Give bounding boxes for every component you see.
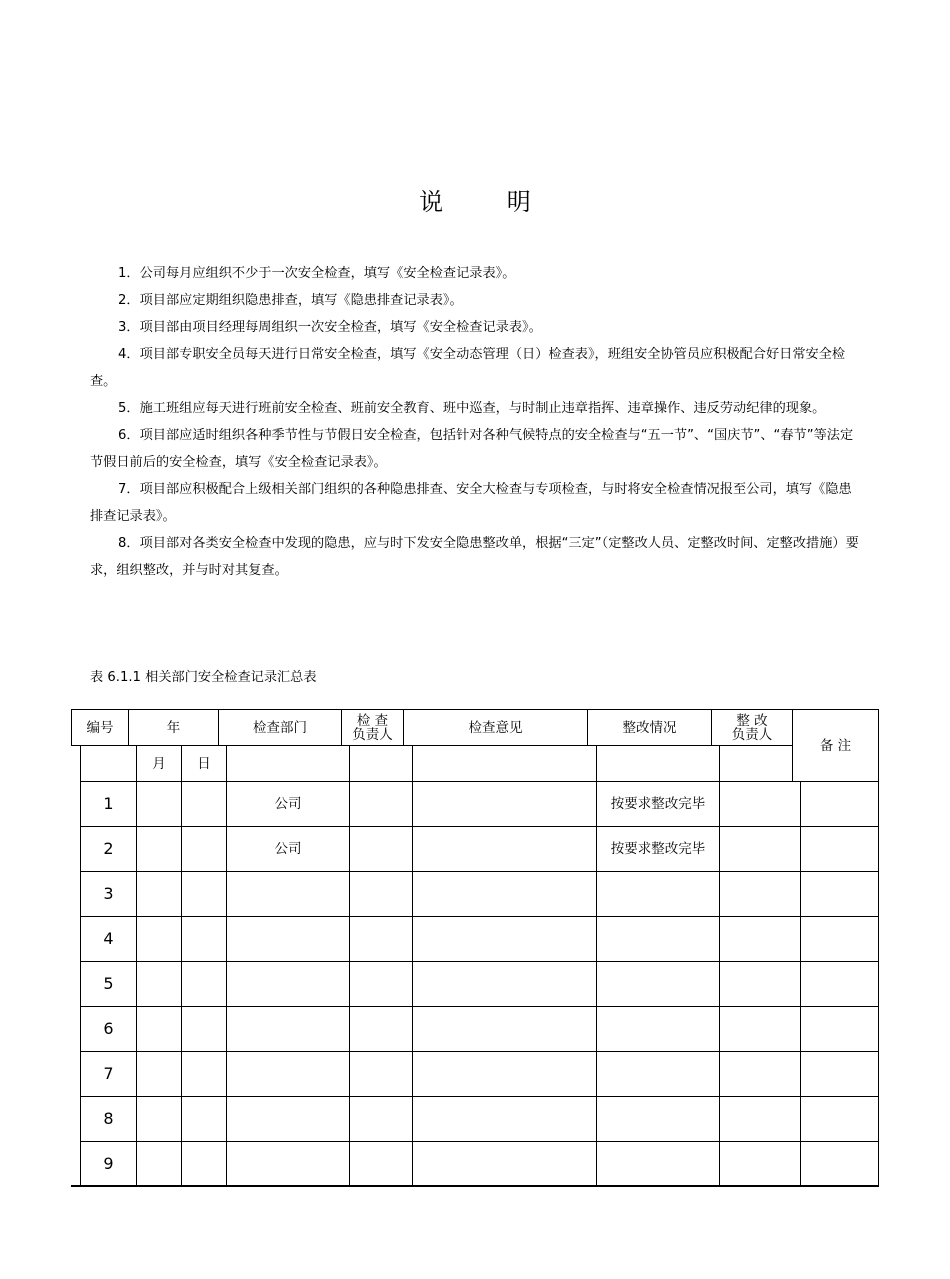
row-number: 4 — [80, 916, 137, 962]
row-number: 9 — [80, 1141, 137, 1187]
table-cell — [181, 826, 227, 872]
table-cell — [136, 1006, 182, 1052]
header-remark: 备 注 — [792, 709, 879, 782]
table-cell — [226, 1096, 350, 1142]
table-cell — [596, 1006, 720, 1052]
table-cell — [719, 961, 801, 1007]
table-cell — [800, 1096, 879, 1142]
table-cell — [136, 1141, 182, 1187]
table-cell — [800, 871, 879, 917]
table-cell — [596, 871, 720, 917]
table-cell — [719, 1096, 801, 1142]
row-number: 5 — [80, 961, 137, 1007]
table-cell — [136, 871, 182, 917]
subheader-cell — [80, 745, 137, 782]
table-cell — [136, 916, 182, 962]
table-cell — [349, 916, 413, 962]
table-cell — [719, 916, 801, 962]
header-status: 整改情况 — [587, 709, 712, 746]
table-cell — [596, 1051, 720, 1097]
table-cell — [136, 961, 182, 1007]
table-cell — [349, 1141, 413, 1187]
table-cell — [136, 1096, 182, 1142]
table-cell — [181, 781, 227, 827]
table-cell — [719, 871, 801, 917]
header-day: 日 — [181, 745, 227, 782]
table-cell — [800, 1051, 879, 1097]
table-cell: 按要求整改完毕 — [596, 826, 720, 872]
note-item: 8．项目部对各类安全检查中发现的隐患，应与时下发安全隐患整改单，根据“三定”（定整改人员、定整改时间、定整改措施）要求，组织整改，并与时对其复查。 — [90, 536, 859, 578]
table-cell — [412, 1051, 597, 1097]
table-cell — [800, 1141, 879, 1187]
table-cell — [226, 871, 350, 917]
note-item: 5．施工班组应每天进行班前安全检查、班前安全教育、班中巡查，与时制止违章指挥、违章操作、违反劳动纪律的现象。 — [118, 401, 826, 416]
header-opinion: 检查意见 — [403, 709, 588, 746]
table-cell — [719, 826, 801, 872]
table-cell — [412, 826, 597, 872]
header-month: 月 — [136, 745, 182, 782]
table-cell — [412, 871, 597, 917]
table-cell — [226, 1051, 350, 1097]
subheader-cell — [719, 745, 793, 782]
header-person: 检 查 负责人 — [341, 709, 404, 746]
subheader-cell — [349, 745, 413, 782]
note-item: 3．项目部由项目经理每周组织一次安全检查，填写《安全检查记录表》。 — [118, 320, 542, 335]
table-cell — [181, 1051, 227, 1097]
table-cell — [226, 1006, 350, 1052]
table-cell — [719, 781, 801, 827]
table-cell — [181, 1141, 227, 1187]
row-number: 2 — [80, 826, 137, 872]
note-item: 6．项目部应适时组织各种季节性与节假日安全检查，包括针对各种气候特点的安全检查与“五一节”、“国庆节”、“春节”等法定节假日前后的安全检查，填写《安全检查记录表》。 — [90, 428, 854, 470]
table-cell: 公司 — [226, 826, 350, 872]
table-cell — [719, 1006, 801, 1052]
notes-list — [90, 260, 860, 584]
table-cell — [136, 781, 182, 827]
row-number: 7 — [80, 1051, 137, 1097]
table-cell — [412, 961, 597, 1007]
table-caption: 表 6.1.1 相关部门安全检查记录汇总表 — [90, 670, 317, 685]
table-cell — [349, 871, 413, 917]
table-cell — [181, 1006, 227, 1052]
note-item: 7．项目部应积极配合上级相关部门组织的各种隐患排查、安全大检查与专项检查，与时将安全检查情况报至公司，填写《隐患排查记录表》。 — [90, 482, 852, 524]
table-cell — [181, 916, 227, 962]
note-item: 2．项目部应定期组织隐患排查，填写《隐患排查记录表》。 — [118, 293, 463, 308]
table-cell: 公司 — [226, 781, 350, 827]
table-cell — [349, 1051, 413, 1097]
header-fixer: 整 改 负责人 — [711, 709, 793, 746]
table-cell — [596, 916, 720, 962]
table-cell — [800, 916, 879, 962]
table-cell — [596, 1096, 720, 1142]
row-number: 8 — [80, 1096, 137, 1142]
table-cell — [136, 1051, 182, 1097]
header-dept: 检查部门 — [218, 709, 342, 746]
row-number: 3 — [80, 871, 137, 917]
table-bottom-border — [71, 1185, 879, 1187]
table-cell — [412, 1141, 597, 1187]
table-cell — [226, 1141, 350, 1187]
table-cell — [181, 871, 227, 917]
table-cell — [412, 1096, 597, 1142]
row-number: 6 — [80, 1006, 137, 1052]
table-cell — [800, 1006, 879, 1052]
table-cell — [800, 961, 879, 1007]
table-cell — [596, 1141, 720, 1187]
table-cell — [349, 826, 413, 872]
table-cell — [226, 961, 350, 1007]
table-cell — [136, 826, 182, 872]
table-cell — [349, 961, 413, 1007]
row-number: 1 — [80, 781, 137, 827]
page-title: 说 明 — [419, 188, 559, 216]
table-cell — [596, 961, 720, 1007]
note-item: 1．公司每月应组织不少于一次安全检查，填写《安全检查记录表》。 — [118, 266, 516, 281]
header-no: 编号 — [71, 709, 129, 746]
table-cell — [181, 1096, 227, 1142]
note-item: 4．项目部专职安全员每天进行日常安全检查，填写《安全动态管理（日）检查表》，班组安全协管员应积极配合好日常安全检查。 — [90, 347, 846, 389]
table-cell — [412, 916, 597, 962]
table-cell — [181, 961, 227, 1007]
table-cell — [349, 1006, 413, 1052]
subheader-cell — [596, 745, 720, 782]
subheader-cell — [412, 745, 597, 782]
table-cell — [719, 1141, 801, 1187]
table-cell — [412, 781, 597, 827]
table-cell — [349, 1096, 413, 1142]
table-cell — [349, 781, 413, 827]
header-year: 年 — [128, 709, 219, 746]
table-cell — [719, 1051, 801, 1097]
table-cell — [800, 781, 879, 827]
table-cell: 按要求整改完毕 — [596, 781, 720, 827]
table-cell — [226, 916, 350, 962]
table-cell — [800, 826, 879, 872]
subheader-cell — [226, 745, 350, 782]
table-cell — [412, 1006, 597, 1052]
